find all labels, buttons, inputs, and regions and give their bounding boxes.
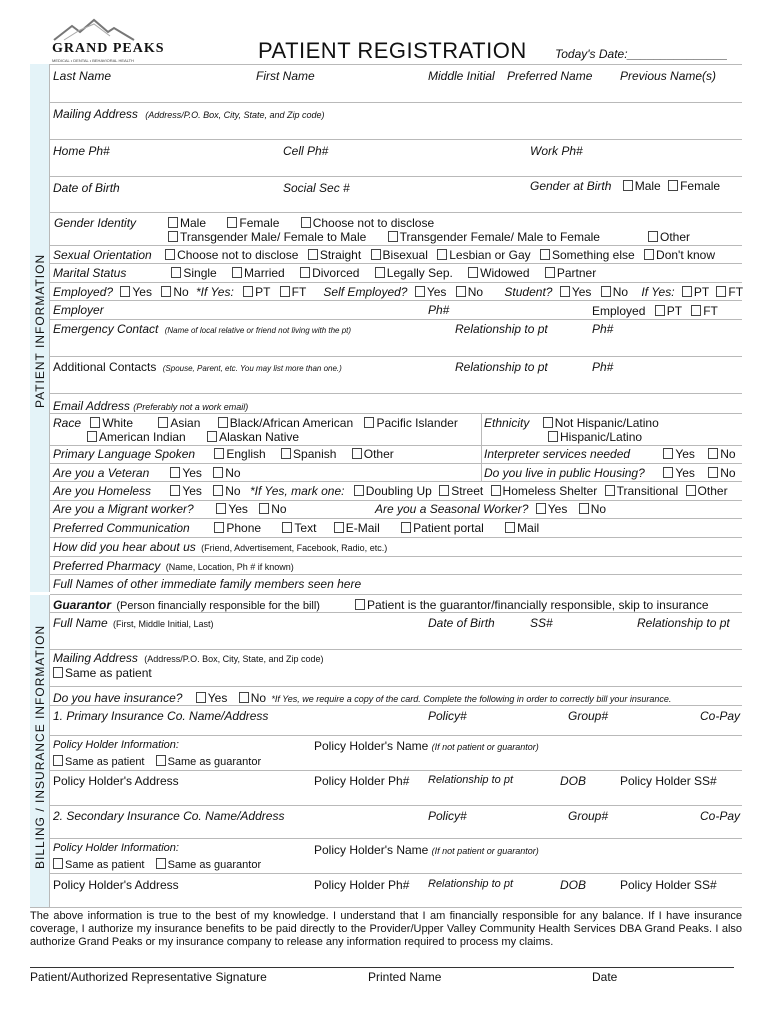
marital-status-label: Marital Status [53, 266, 127, 280]
guarantor-mailing-label: Mailing Address [53, 651, 138, 665]
logo-tagline: MEDICAL • DENTAL • BEHAVIORAL HEALTH [52, 58, 134, 63]
additional-contacts-field[interactable] [53, 360, 342, 374]
billing-info-section-label: BILLING / INSURANCE INFORMATION [33, 624, 47, 869]
comm-mail-label: Mail [517, 521, 540, 535]
primary-copay-field[interactable]: Co-Pay [700, 709, 741, 723]
interpreter-row [484, 447, 736, 461]
self-employed-no-label: No [467, 285, 484, 299]
self-employed-yes-checkbox[interactable] [415, 286, 425, 297]
comm-email-checkbox[interactable] [334, 522, 344, 533]
veteran-no-label: No [225, 466, 241, 480]
work-phone-field[interactable]: Work Ph# [530, 144, 583, 158]
interpreter-yes-checkbox[interactable] [663, 448, 673, 459]
secondary-holder-name-label: Policy Holder's Name [314, 843, 429, 857]
housing-no-label: No [720, 466, 736, 480]
language-english-label: English [226, 447, 266, 461]
insurance-question-row [53, 691, 671, 705]
additional-relationship-field[interactable]: Relationship to pt [455, 360, 548, 374]
secondary-holder-phone-field[interactable]: Policy Holder Ph# [314, 878, 410, 892]
gender-at-birth-label: Gender at Birth [530, 179, 612, 193]
comm-phone-label: Phone [226, 521, 262, 535]
student-no-checkbox[interactable] [601, 286, 611, 297]
race-american-indian-label: American Indian [99, 430, 186, 444]
seasonal-no-checkbox[interactable] [579, 503, 589, 514]
comm-email-label: E-Mail [345, 521, 380, 535]
marital-single-label: Single [183, 266, 217, 280]
migrant-no-label: No [271, 502, 287, 516]
guarantor-skip-checkbox[interactable] [355, 599, 365, 610]
additional-contacts-label: Additional Contacts [53, 360, 157, 374]
primary-same-patient-label: Same as patient [65, 756, 145, 768]
housing-row [484, 466, 736, 480]
logo-name: GRAND PEAKS [52, 41, 165, 56]
self-employed-label: Self Employed? [323, 285, 408, 299]
email-label: Email Address [53, 399, 130, 413]
marital-widowed-label: Widowed [480, 266, 530, 280]
employer-pt-checkbox[interactable] [655, 305, 665, 316]
secondary-holder-dob-field[interactable]: DOB [560, 878, 587, 892]
guarantor-relationship-field[interactable]: Relationship to pt [637, 616, 730, 630]
race-black-checkbox[interactable] [218, 417, 228, 428]
mountain-logo-icon [50, 18, 140, 42]
seasonal-row [375, 502, 606, 516]
homeless-other-checkbox[interactable] [686, 485, 696, 496]
migrant-row [53, 502, 287, 516]
ethnicity-hispanic-checkbox[interactable] [548, 431, 558, 442]
student-yes-checkbox[interactable] [560, 286, 570, 297]
mailing-address-label: Mailing Address [53, 107, 138, 121]
secondary-group-field[interactable]: Group# [568, 809, 609, 823]
emergency-contact-label: Emergency Contact [53, 322, 159, 336]
race-pacific-label: Pacific Islander [376, 416, 458, 430]
insurance-question-label: Do you have insurance? [53, 691, 183, 705]
primary-insurance-field[interactable]: 1. Primary Insurance Co. Name/Address [53, 709, 269, 723]
homeless-mark-label: *If Yes, mark one: [249, 484, 345, 498]
language-english-checkbox[interactable] [214, 448, 224, 459]
gi-no-disclose-checkbox[interactable] [301, 217, 311, 228]
student-pt-label: PT [693, 285, 710, 299]
secondary-holder-ss-field[interactable]: Policy Holder SS# [620, 878, 717, 892]
primary-holder-relationship-field[interactable]: Relationship to pt [428, 774, 513, 786]
marital-divorced-label: Divorced [312, 266, 360, 280]
employer-employed-group [592, 304, 718, 318]
race-alaskan-checkbox[interactable] [207, 431, 217, 442]
language-row [53, 447, 394, 461]
student-ft-checkbox[interactable] [716, 286, 726, 297]
student-pt-checkbox[interactable] [682, 286, 692, 297]
housing-no-checkbox[interactable] [708, 467, 718, 478]
marital-single-checkbox[interactable] [171, 267, 181, 278]
primary-holder-address-field[interactable]: Policy Holder's Address [53, 774, 179, 788]
gi-male-label: Male [180, 216, 207, 230]
guarantor-mailing-field[interactable] [53, 651, 324, 665]
so-lesbian-gay-checkbox[interactable] [437, 249, 447, 260]
gender-identity-label: Gender Identity [54, 216, 137, 230]
homeless-no-checkbox[interactable] [213, 485, 223, 496]
employed-ft-label: FT [291, 285, 307, 299]
guarantor-ss-field[interactable]: SS# [530, 616, 553, 630]
primary-holder-dob-field[interactable]: DOB [560, 774, 587, 788]
race-alaskan-label: Alaskan Native [219, 430, 300, 444]
gi-tm-label: Transgender Male/ Female to Male [180, 230, 367, 244]
homeless-street-checkbox[interactable] [439, 485, 449, 496]
signature-field[interactable]: Patient/Authorized Representative Signature [30, 970, 267, 984]
ethnicity-hispanic-label: Hispanic/Latino [560, 430, 643, 444]
primary-holder-phone-field[interactable]: Policy Holder Ph# [314, 774, 410, 788]
guarantor-full-name-field[interactable] [53, 616, 214, 630]
home-phone-field[interactable]: Home Ph# [53, 144, 110, 158]
veteran-no-checkbox[interactable] [213, 467, 223, 478]
gab-female-checkbox[interactable] [668, 180, 678, 191]
veteran-label: Are you a Veteran [53, 466, 150, 480]
race-pacific-checkbox[interactable] [364, 417, 374, 428]
emergency-contact-hint: (Name of local relative or friend not living with the pt) [164, 326, 352, 335]
comm-text-label: Text [294, 521, 317, 535]
seasonal-label: Are you a Seasonal Worker? [375, 502, 529, 516]
additional-contacts-hint: (Spouse, Parent, etc. You may list more than one.) [162, 364, 342, 373]
printed-name-field[interactable]: Printed Name [368, 970, 442, 984]
primary-policy-field[interactable]: Policy# [428, 709, 467, 723]
guarantor-full-name-label: Full Name [53, 616, 108, 630]
race-american-indian-checkbox[interactable] [87, 431, 97, 442]
seasonal-yes-label: Yes [547, 502, 568, 516]
employed-yes-checkbox[interactable] [120, 286, 130, 297]
homeless-shelter-label: Homeless Shelter [502, 484, 598, 498]
employed-label: Employed? [53, 285, 114, 299]
dob-field[interactable]: Date of Birth [53, 181, 120, 195]
language-spanish-checkbox[interactable] [281, 448, 291, 459]
employer-employed-label: Employed [592, 304, 646, 318]
employed-ft-checkbox[interactable] [280, 286, 290, 297]
comm-portal-label: Patient portal [413, 521, 484, 535]
primary-group-field[interactable]: Group# [568, 709, 609, 723]
page-title: PATIENT REGISTRATION [258, 38, 527, 63]
marital-divorced-checkbox[interactable] [300, 267, 310, 278]
patient-info-section-label: PATIENT INFORMATION [33, 253, 47, 408]
gab-male-checkbox[interactable] [623, 180, 633, 191]
pharmacy-hint: (Name, Location, Ph # if known) [165, 562, 294, 572]
migrant-label: Are you a Migrant worker? [53, 502, 194, 516]
ethnicity-label: Ethnicity [484, 416, 530, 430]
first-name-field[interactable]: First Name [256, 69, 315, 83]
so-dont-know-checkbox[interactable] [644, 249, 654, 260]
self-employed-yes-label: Yes [426, 285, 447, 299]
so-lesbian-gay-label: Lesbian or Gay [449, 248, 531, 262]
gi-male-checkbox[interactable] [168, 217, 178, 228]
gi-tm-checkbox[interactable] [168, 231, 178, 242]
ssn-field[interactable]: Social Sec # [283, 181, 350, 195]
secondary-holder-address-field[interactable]: Policy Holder's Address [53, 878, 179, 892]
so-no-disclose-checkbox[interactable] [165, 249, 175, 260]
secondary-holder-name-hint: (If not patient or guarantor) [431, 846, 539, 856]
emergency-phone-field[interactable]: Ph# [592, 322, 614, 336]
insurance-no-label: No [250, 691, 267, 705]
employer-field[interactable]: Employer [53, 303, 104, 317]
student-yes-label: Yes [571, 285, 592, 299]
race-label: Race [53, 416, 82, 430]
additional-phone-field[interactable]: Ph# [592, 360, 614, 374]
race-asian-checkbox[interactable] [158, 417, 168, 428]
marital-partner-label: Partner [556, 266, 597, 280]
veteran-row [53, 466, 241, 480]
homeless-no-label: No [225, 484, 241, 498]
interpreter-no-checkbox[interactable] [708, 448, 718, 459]
ethnicity-not-hispanic-label: Not Hispanic/Latino [554, 416, 659, 430]
so-no-disclose-label: Choose not to disclose [177, 248, 299, 262]
hear-about-us-field[interactable] [53, 540, 387, 554]
seasonal-no-label: No [590, 502, 607, 516]
so-bisexual-checkbox[interactable] [371, 249, 381, 260]
secondary-holder-name-field[interactable] [314, 843, 539, 857]
primary-holder-name-hint: (If not patient or guarantor) [431, 742, 539, 752]
email-hint: (Preferably not a work email) [133, 402, 249, 412]
seasonal-yes-checkbox[interactable] [536, 503, 546, 514]
secondary-holder-relationship-field[interactable]: Relationship to pt [428, 878, 513, 890]
comm-mail-checkbox[interactable] [505, 522, 515, 533]
homeless-street-label: Street [451, 484, 484, 498]
primary-holder-same-row [53, 755, 261, 768]
primary-same-guarantor-label: Same as guarantor [167, 756, 262, 768]
employed-if-yes-label: *If Yes: [196, 285, 234, 299]
last-name-field[interactable]: Last Name [53, 69, 112, 83]
gi-other-checkbox[interactable] [648, 231, 658, 242]
guarantor-hint: (Person financially responsible for the bill) [116, 600, 320, 612]
employed-pt-label: PT [255, 285, 271, 299]
comm-portal-checkbox[interactable] [401, 522, 411, 533]
insurance-no-checkbox[interactable] [239, 692, 249, 703]
secondary-copay-field[interactable]: Co-Pay [700, 809, 741, 823]
secondary-same-guarantor-checkbox[interactable] [156, 858, 166, 869]
interpreter-label: Interpreter services needed [484, 447, 631, 461]
primary-holder-ss-field[interactable]: Policy Holder SS# [620, 774, 717, 788]
so-something-else-label: Something else [551, 248, 635, 262]
emergency-relationship-field[interactable]: Relationship to pt [455, 322, 548, 336]
language-label: Primary Language Spoken [53, 447, 196, 461]
marital-status-row [53, 266, 596, 280]
pharmacy-label: Preferred Pharmacy [53, 559, 161, 573]
hear-about-us-label: How did you hear about us [53, 540, 196, 554]
insurance-yes-checkbox[interactable] [196, 692, 206, 703]
marital-partner-checkbox[interactable] [545, 267, 555, 278]
race-row1 [53, 416, 458, 430]
mailing-address-field[interactable] [53, 107, 325, 121]
comm-text-checkbox[interactable] [282, 522, 292, 533]
previous-names-field[interactable]: Previous Name(s) [620, 69, 717, 83]
emergency-contact-field[interactable] [53, 322, 351, 336]
marital-married-checkbox[interactable] [232, 267, 242, 278]
primary-same-patient-checkbox[interactable] [53, 755, 63, 766]
secondary-same-patient-label: Same as patient [65, 859, 145, 871]
gi-female-label: Female [239, 216, 280, 230]
ethnicity-not-hispanic-checkbox[interactable] [543, 417, 553, 428]
gi-other-label: Other [660, 230, 691, 244]
guarantor-row [53, 598, 320, 612]
guarantor-full-name-hint: (First, Middle Initial, Last) [113, 619, 214, 629]
migrant-yes-label: Yes [228, 502, 248, 516]
employed-yes-label: Yes [132, 285, 152, 299]
so-straight-label: Straight [319, 248, 362, 262]
guarantor-mailing-hint: (Address/P.O. Box, City, State, and Zip code) [144, 654, 324, 664]
gab-male-label: Male [634, 179, 661, 193]
guarantor-same-patient-checkbox[interactable] [53, 667, 63, 678]
preferred-name-field[interactable]: Preferred Name [507, 69, 593, 83]
secondary-holder-same-row [53, 858, 261, 871]
primary-holder-name-label: Policy Holder's Name [314, 739, 429, 753]
communication-label: Preferred Communication [53, 521, 190, 535]
gi-other-group [648, 230, 690, 244]
primary-holder-info-label: Policy Holder Information: [53, 739, 179, 751]
language-other-checkbox[interactable] [352, 448, 362, 459]
logo [50, 18, 165, 64]
guarantor-skip-label: Patient is the guarantor/financially responsible, skip to insurance [367, 598, 709, 612]
ethnicity-row2 [548, 430, 642, 444]
insurance-yes-label: Yes [207, 691, 228, 705]
veteran-yes-checkbox[interactable] [170, 467, 180, 478]
so-bisexual-label: Bisexual [382, 248, 428, 262]
homeless-label: Are you Homeless [53, 484, 152, 498]
secondary-same-patient-checkbox[interactable] [53, 858, 63, 869]
email-field[interactable] [53, 399, 248, 413]
language-spanish-label: Spanish [293, 447, 337, 461]
so-something-else-checkbox[interactable] [540, 249, 550, 260]
gender-at-birth-group [530, 179, 720, 193]
self-employed-no-checkbox[interactable] [456, 286, 466, 297]
student-ft-label: FT [728, 285, 744, 299]
guarantor-same-patient-label: Same as patient [65, 666, 152, 680]
race-row2 [87, 430, 299, 444]
interpreter-yes-label: Yes [675, 447, 695, 461]
secondary-policy-field[interactable]: Policy# [428, 809, 467, 823]
student-label: Student? [504, 285, 553, 299]
hear-about-us-hint: (Friend, Advertisement, Facebook, Radio, etc.) [201, 543, 388, 553]
gab-female-label: Female [680, 179, 721, 193]
primary-holder-name-field[interactable] [314, 739, 539, 753]
housing-yes-label: Yes [675, 466, 695, 480]
student-no-label: No [612, 285, 629, 299]
homeless-shelter-checkbox[interactable] [491, 485, 501, 496]
gi-row2 [168, 230, 600, 244]
homeless-transitional-checkbox[interactable] [605, 485, 615, 496]
housing-yes-checkbox[interactable] [663, 467, 673, 478]
gi-no-disclose-label: Choose not to disclose [312, 216, 435, 230]
employed-no-checkbox[interactable] [161, 286, 171, 297]
marital-legally-sep-label: Legally Sep. [386, 266, 453, 280]
homeless-doubling-label: Doubling Up [365, 484, 432, 498]
sexual-orientation-label: Sexual Orientation [53, 248, 152, 262]
race-white-label: White [102, 416, 134, 430]
family-members-field[interactable]: Full Names of other immediate family members seen here [53, 577, 362, 591]
employer-ft-checkbox[interactable] [691, 305, 701, 316]
so-dont-know-label: Don't know [656, 248, 716, 262]
interpreter-no-label: No [720, 447, 736, 461]
employed-pt-checkbox[interactable] [243, 286, 253, 297]
employer-pt-label: PT [666, 304, 682, 318]
gi-tf-label: Transgender Female/ Male to Female [399, 230, 600, 244]
student-if-yes-label: If Yes: [641, 285, 675, 299]
sexual-orientation-row [53, 248, 715, 262]
race-asian-label: Asian [170, 416, 201, 430]
employment-row [53, 285, 743, 299]
employed-no-label: No [173, 285, 189, 299]
language-other-label: Other [363, 447, 394, 461]
homeless-doubling-checkbox[interactable] [354, 485, 364, 496]
signature-date-field[interactable]: Date [592, 970, 618, 984]
communication-row [53, 521, 539, 535]
todays-date[interactable]: Today's Date:_______________ [555, 47, 728, 61]
veteran-yes-label: Yes [182, 466, 202, 480]
homeless-other-label: Other [697, 484, 728, 498]
so-straight-checkbox[interactable] [308, 249, 318, 260]
secondary-same-guarantor-label: Same as guarantor [167, 859, 262, 871]
authorization-statement: The above information is true to the best of my knowledge. I understand that I am financially responsible for any balance. If I have insurance coverage, I authorize my insurance benefits to be paid directly to the Provider/Upper Valley Community Health Services DBA Grand Peaks. I also authorize Grand Peaks or my insurance company to release any information required to process my claims. [30, 910, 742, 948]
marital-married-label: Married [244, 266, 285, 280]
employer-ft-label: FT [703, 304, 718, 318]
mailing-address-hint: (Address/P.O. Box, City, State, and Zip code) [145, 110, 325, 120]
ethnicity-row1 [484, 416, 659, 430]
secondary-holder-info-label: Policy Holder Information: [53, 842, 179, 854]
homeless-transitional-label: Transitional [616, 484, 679, 498]
housing-label: Do you live in public Housing? [484, 466, 645, 480]
guarantor-label: Guarantor [53, 598, 112, 612]
gi-tf-checkbox[interactable] [388, 231, 398, 242]
race-black-label: Black/African American [229, 416, 354, 430]
race-white-checkbox[interactable] [90, 417, 100, 428]
cell-phone-field[interactable]: Cell Ph# [283, 144, 329, 158]
marital-legally-sep-checkbox[interactable] [375, 267, 385, 278]
guarantor-same-patient-group [53, 666, 152, 680]
comm-phone-checkbox[interactable] [214, 522, 224, 533]
pharmacy-field[interactable] [53, 559, 294, 573]
migrant-no-checkbox[interactable] [259, 503, 269, 514]
gi-female-checkbox[interactable] [227, 217, 237, 228]
gi-row1 [168, 216, 434, 230]
guarantor-skip-group [355, 598, 709, 612]
marital-widowed-checkbox[interactable] [468, 267, 478, 278]
secondary-insurance-field[interactable]: 2. Secondary Insurance Co. Name/Address [53, 809, 285, 823]
employer-phone-field[interactable]: Ph# [428, 303, 450, 317]
middle-initial-field[interactable]: Middle Initial [428, 69, 495, 83]
insurance-note: *If Yes, we require a copy of the card. Complete the following in order to correctly bill your insurance. [271, 694, 672, 704]
homeless-row [53, 484, 728, 498]
primary-same-guarantor-checkbox[interactable] [156, 755, 166, 766]
migrant-yes-checkbox[interactable] [216, 503, 226, 514]
homeless-yes-checkbox[interactable] [170, 485, 180, 496]
homeless-yes-label: Yes [182, 484, 202, 498]
guarantor-dob-field[interactable]: Date of Birth [428, 616, 495, 630]
